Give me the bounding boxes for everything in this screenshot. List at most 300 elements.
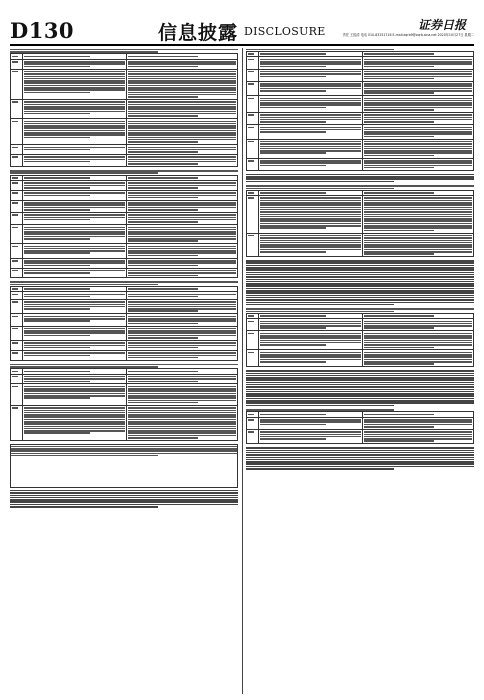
text-line	[260, 143, 362, 145]
text-line	[364, 90, 473, 92]
text-line	[24, 330, 126, 332]
text-line	[248, 192, 254, 194]
row-number-cell	[11, 326, 23, 340]
text-line	[128, 221, 199, 223]
text-line	[260, 414, 326, 416]
text-line	[260, 315, 326, 317]
text-line	[364, 325, 473, 327]
text-line	[364, 342, 473, 344]
text-line	[128, 233, 237, 235]
original-text-cell	[259, 196, 363, 233]
text-line	[246, 299, 474, 301]
text-line	[24, 61, 126, 63]
text-line	[260, 340, 362, 342]
text-line	[246, 454, 474, 456]
text-line	[128, 101, 237, 103]
table-row	[11, 200, 238, 212]
text-line	[12, 246, 18, 248]
original-text-cell	[259, 125, 363, 139]
text-line	[260, 71, 362, 73]
text-line	[364, 129, 473, 131]
table-row	[11, 145, 238, 155]
text-line	[246, 389, 474, 391]
text-line	[260, 73, 362, 75]
text-line	[248, 315, 254, 317]
text-line	[128, 108, 237, 110]
text-line	[128, 407, 237, 409]
text-line	[364, 100, 473, 102]
text-line	[260, 335, 362, 337]
revised-text-cell	[127, 268, 238, 278]
text-line	[246, 373, 474, 375]
text-line	[128, 345, 237, 347]
row-number-cell	[247, 233, 259, 257]
text-line	[260, 165, 326, 167]
text-line	[128, 87, 237, 89]
text-line	[260, 90, 326, 92]
text-line	[24, 306, 126, 308]
text-line	[364, 434, 473, 436]
text-line	[246, 274, 474, 276]
revised-text-cell	[127, 200, 238, 212]
text-line	[10, 492, 238, 494]
text-line	[128, 177, 199, 179]
row-number-cell	[247, 350, 259, 367]
text-line	[128, 272, 237, 274]
text-line	[24, 106, 126, 108]
row-number-cell	[247, 69, 259, 81]
text-line	[128, 308, 237, 310]
text-line	[246, 260, 474, 262]
text-line	[24, 301, 126, 303]
disclosure-section	[10, 49, 238, 167]
text-line	[364, 73, 473, 75]
text-line	[24, 262, 126, 264]
original-text-cell	[23, 405, 127, 440]
text-line	[128, 437, 199, 439]
table-row	[11, 225, 238, 244]
text-line	[24, 236, 126, 238]
text-line	[24, 134, 126, 136]
amendment-table	[10, 286, 238, 361]
text-line	[260, 121, 326, 123]
text-line	[364, 431, 473, 433]
text-line	[128, 71, 237, 73]
text-line	[128, 161, 237, 163]
text-line	[260, 327, 326, 329]
text-line	[128, 219, 237, 221]
text-line	[246, 395, 474, 397]
text-line	[10, 499, 238, 501]
text-line	[364, 121, 435, 123]
text-line	[24, 393, 126, 395]
text-line	[260, 204, 362, 206]
text-line	[260, 129, 362, 131]
text-line	[128, 330, 237, 332]
text-line	[24, 137, 90, 139]
text-line	[260, 333, 362, 335]
text-line	[24, 432, 90, 434]
revised-text-cell	[127, 258, 238, 268]
row-number-cell	[11, 405, 23, 440]
text-line	[128, 435, 237, 437]
text-line	[24, 192, 126, 194]
row-number-cell	[247, 96, 259, 113]
text-line	[128, 402, 199, 404]
text-line	[10, 506, 158, 508]
text-line	[246, 400, 474, 402]
table-row	[247, 96, 474, 113]
text-line	[128, 147, 237, 149]
text-line	[24, 304, 126, 306]
text-line	[24, 231, 126, 233]
text-line	[12, 260, 18, 262]
text-line	[246, 262, 474, 264]
text-line	[128, 400, 237, 402]
text-line	[24, 246, 126, 248]
text-line	[364, 315, 435, 317]
text-line	[24, 342, 126, 344]
text-line	[24, 130, 126, 132]
text-line	[364, 202, 473, 204]
revised-text-cell	[127, 69, 238, 100]
text-line	[364, 192, 435, 194]
text-line	[24, 71, 126, 73]
text-line	[128, 352, 237, 354]
text-line	[24, 92, 90, 94]
text-line	[24, 56, 90, 58]
text-line	[24, 347, 90, 349]
text-line	[128, 185, 237, 187]
text-line	[24, 421, 126, 423]
body-paragraph	[246, 174, 474, 182]
text-line	[24, 426, 126, 428]
text-line	[128, 412, 237, 414]
text-line	[128, 192, 237, 194]
body-paragraph	[246, 447, 474, 469]
text-line	[128, 130, 237, 132]
text-line	[24, 288, 90, 290]
row-number-cell	[247, 331, 259, 350]
text-line	[128, 323, 199, 325]
text-line	[260, 438, 326, 440]
text-line	[128, 85, 237, 87]
text-line	[260, 63, 362, 65]
original-text-cell	[259, 158, 363, 170]
text-line	[260, 431, 362, 433]
text-line	[364, 436, 473, 438]
section-heading	[246, 49, 474, 51]
row-number-cell	[11, 268, 23, 278]
revised-text-cell	[363, 69, 474, 81]
text-line	[128, 123, 237, 125]
text-line	[10, 284, 158, 286]
text-line	[260, 235, 362, 237]
text-line	[260, 424, 326, 426]
text-line	[24, 66, 90, 68]
text-line	[364, 244, 473, 246]
text-line	[260, 321, 362, 323]
text-line	[11, 448, 237, 450]
row-number-cell	[247, 417, 259, 429]
row-number-cell	[11, 244, 23, 258]
text-line	[364, 344, 473, 346]
text-line	[260, 192, 326, 194]
text-line	[24, 82, 126, 84]
text-line	[364, 211, 473, 213]
text-line	[128, 195, 237, 197]
text-line	[246, 308, 474, 310]
text-line	[128, 163, 199, 165]
row-number-cell	[247, 196, 259, 233]
text-line	[128, 217, 237, 219]
text-line	[364, 104, 473, 106]
section-title-en: DISCLOSURE	[244, 25, 326, 38]
text-line	[24, 209, 90, 211]
text-line	[246, 288, 474, 290]
text-line	[260, 249, 362, 251]
text-line	[260, 209, 362, 211]
text-line	[128, 294, 237, 296]
row-number-cell	[247, 429, 259, 443]
original-text-cell	[259, 350, 363, 367]
text-line	[128, 231, 237, 233]
text-line	[128, 76, 237, 78]
text-line	[364, 88, 473, 90]
text-line	[24, 78, 126, 80]
text-line	[246, 304, 394, 306]
text-line	[260, 88, 362, 90]
text-line	[128, 306, 237, 308]
text-line	[128, 151, 199, 153]
text-line	[246, 292, 474, 294]
text-line	[364, 440, 435, 442]
text-line	[128, 248, 237, 250]
text-line	[364, 337, 473, 339]
text-line	[24, 111, 126, 113]
text-line	[12, 101, 18, 103]
row-number-cell	[11, 181, 23, 191]
text-line	[260, 240, 362, 242]
text-line	[128, 357, 199, 359]
row-number-cell	[11, 384, 23, 405]
text-line	[24, 371, 90, 373]
text-line	[364, 66, 435, 68]
text-line	[24, 397, 90, 399]
text-line	[246, 382, 474, 384]
body-paragraph	[10, 490, 238, 508]
text-line	[128, 342, 237, 344]
text-line	[128, 137, 237, 139]
text-line	[12, 376, 18, 378]
text-line	[128, 414, 237, 416]
amendment-table	[246, 411, 474, 444]
text-line	[128, 393, 237, 395]
revised-text-cell	[127, 225, 238, 244]
revised-text-cell	[363, 81, 474, 95]
text-line	[260, 207, 362, 209]
text-line	[24, 76, 126, 78]
text-line	[24, 123, 126, 125]
row-number-cell	[11, 292, 23, 300]
original-text-cell	[259, 139, 363, 158]
text-line	[128, 421, 237, 423]
text-line	[128, 335, 237, 337]
text-line	[364, 152, 473, 154]
revised-text-cell	[363, 139, 474, 158]
text-line	[128, 236, 237, 238]
text-line	[364, 421, 473, 423]
original-text-cell	[23, 299, 127, 313]
row-number-cell	[11, 225, 23, 244]
text-line	[24, 182, 126, 184]
text-line	[128, 332, 237, 334]
table-row	[247, 139, 474, 158]
revised-text-cell	[127, 181, 238, 191]
original-text-cell	[23, 225, 127, 244]
text-line	[364, 220, 473, 222]
text-line	[128, 410, 237, 412]
text-line	[12, 316, 18, 318]
amendment-table	[10, 368, 238, 441]
text-line	[260, 59, 362, 61]
text-line	[364, 76, 473, 78]
text-line	[364, 209, 473, 211]
text-line	[128, 125, 237, 127]
text-line	[128, 61, 237, 63]
page-number: D130	[10, 18, 75, 43]
text-line	[364, 102, 473, 104]
text-line	[364, 340, 473, 342]
text-line	[246, 283, 474, 285]
row-number-cell	[247, 139, 259, 158]
text-line	[24, 185, 126, 187]
text-line	[364, 218, 473, 220]
text-line	[24, 320, 90, 322]
row-number-cell	[247, 112, 259, 124]
row-number-cell	[247, 81, 259, 95]
revised-text-cell	[363, 57, 474, 69]
text-line	[364, 117, 473, 119]
text-line	[246, 409, 394, 411]
section-heading	[10, 281, 238, 285]
text-line	[364, 237, 473, 239]
revised-text-cell	[363, 319, 474, 331]
text-line	[364, 223, 473, 225]
revised-text-cell	[127, 405, 238, 440]
text-line	[11, 446, 237, 448]
text-line	[24, 335, 90, 337]
text-line	[128, 141, 199, 143]
text-line	[364, 92, 435, 94]
table-row	[11, 119, 238, 145]
text-line	[24, 395, 126, 397]
text-line	[364, 109, 435, 111]
text-line	[12, 352, 18, 354]
table-row	[11, 244, 238, 258]
row-number-cell	[11, 200, 23, 212]
original-text-cell	[23, 100, 127, 119]
text-line	[364, 335, 473, 337]
text-line	[12, 71, 18, 73]
table-row	[11, 326, 238, 340]
revised-text-cell	[363, 417, 474, 429]
text-line	[364, 167, 435, 169]
text-line	[24, 328, 126, 330]
text-line	[246, 295, 474, 297]
section-heading	[246, 185, 474, 189]
text-line	[260, 66, 326, 68]
text-line	[24, 416, 126, 418]
revised-text-cell	[127, 244, 238, 258]
original-text-cell	[259, 69, 363, 81]
text-line	[24, 87, 126, 89]
original-text-cell	[23, 145, 127, 155]
text-line	[128, 63, 237, 65]
text-line	[24, 147, 126, 149]
text-line	[128, 104, 237, 106]
text-line	[24, 355, 90, 357]
revised-text-cell	[127, 190, 238, 200]
text-line	[128, 229, 237, 231]
disclosure-section	[246, 185, 474, 257]
text-line	[128, 337, 199, 339]
text-line	[24, 376, 126, 378]
disclosure-section	[10, 364, 238, 441]
text-line	[128, 121, 237, 123]
revised-text-cell	[127, 100, 238, 119]
text-line	[24, 407, 126, 409]
text-line	[128, 214, 237, 216]
text-line	[128, 397, 237, 399]
text-line	[246, 386, 474, 388]
text-line	[128, 197, 199, 199]
text-line	[246, 176, 474, 178]
table-row	[247, 429, 474, 443]
original-text-cell	[23, 340, 127, 350]
text-line	[246, 178, 474, 180]
row-number-cell	[11, 59, 23, 69]
text-line	[364, 53, 435, 55]
table-row	[11, 350, 238, 360]
text-line	[128, 371, 199, 373]
text-line	[128, 260, 237, 262]
text-line	[260, 352, 362, 354]
text-line	[24, 161, 90, 163]
text-line	[260, 162, 362, 164]
original-text-cell	[23, 350, 127, 360]
amendment-table	[246, 51, 474, 171]
text-line	[24, 423, 126, 425]
text-line	[12, 301, 18, 303]
text-line	[10, 366, 158, 368]
original-text-cell	[23, 200, 127, 212]
original-text-cell	[259, 319, 363, 331]
text-line	[260, 419, 362, 421]
text-line	[128, 270, 237, 272]
text-line	[128, 115, 199, 117]
table-row	[11, 154, 238, 166]
text-line	[364, 235, 473, 237]
text-line	[260, 337, 362, 339]
revised-text-cell	[363, 350, 474, 367]
text-line	[10, 364, 238, 366]
text-line	[12, 371, 18, 373]
text-line	[12, 270, 18, 272]
text-line	[12, 328, 18, 330]
text-line	[248, 141, 254, 143]
text-line	[10, 501, 238, 503]
